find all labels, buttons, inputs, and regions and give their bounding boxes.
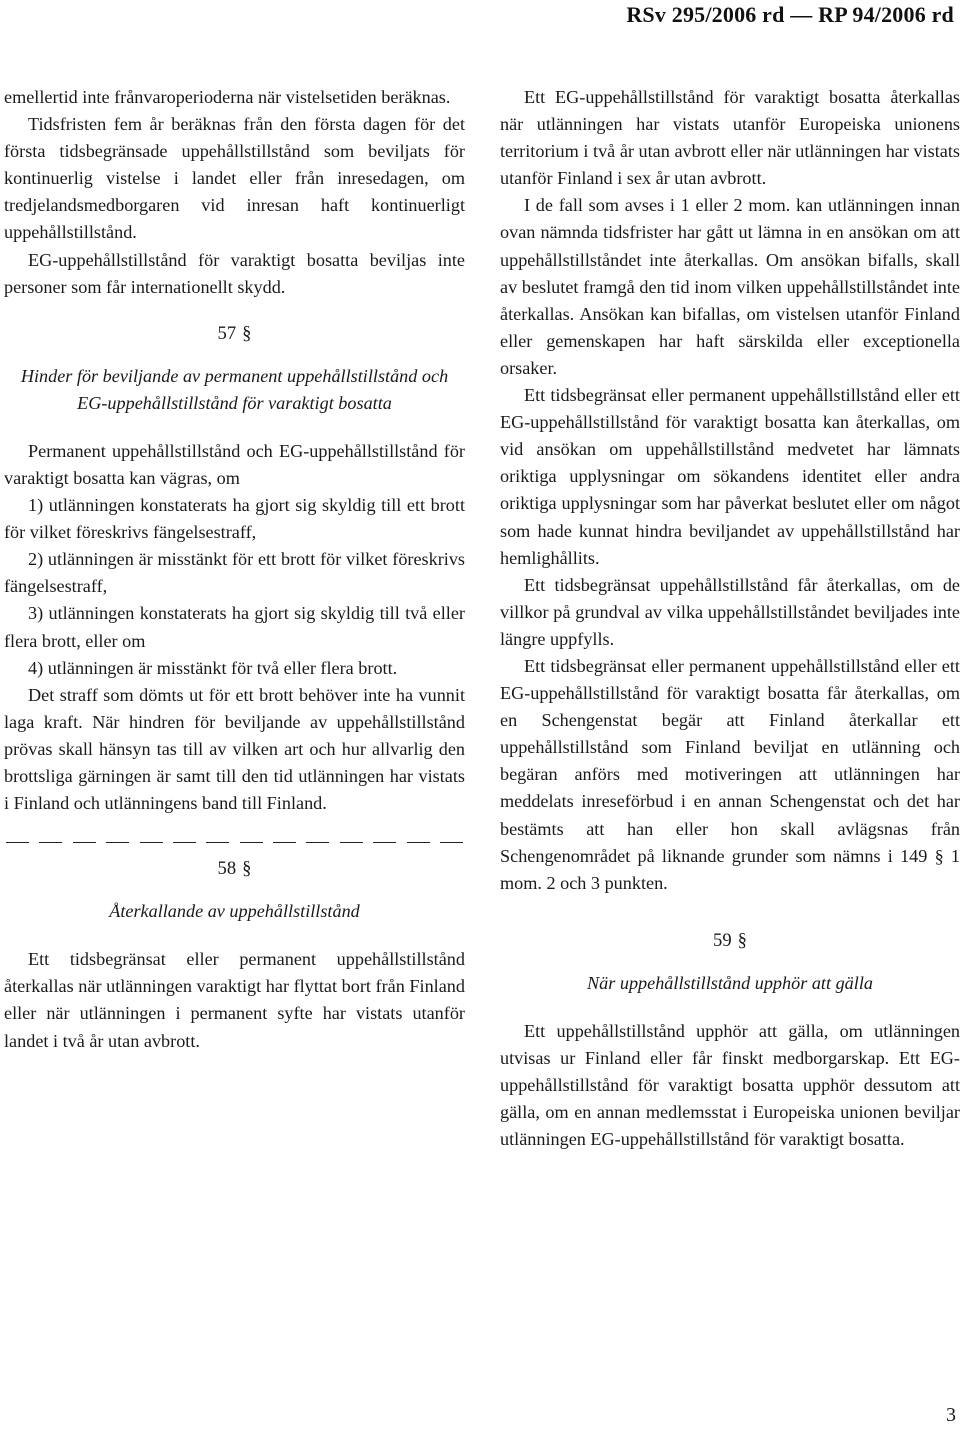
paragraph: Ett tidsbegränsat eller permanent uppehållstillstånd eller ett EG-uppehållstillstånd för varaktigt bosatta kan återkallas, om vid ansökan om uppehållstillstånd medvetet har lämnats oriktiga upplysningar om sökandens identitet eller andra oriktiga upplysningar som har påverkat beslutet eller om något som hade kunnat hindra beviljandet av uppehållstillstånd har hemlighållits.: [500, 385, 960, 568]
section-title-58: Återkallande av uppehållstillstånd: [109, 901, 360, 922]
page-header: RSv 295/2006 rd — RP 94/2006 rd: [626, 2, 954, 27]
section-heading-59: [500, 927, 960, 954]
paragraph: Ett uppehållstillstånd upphör att gälla, om utlänningen utvisas ur Finland eller får finskt medborgarskap. Ett EG-uppehållstillstånd för varaktigt bosatta upphör dessutom att gälla, om en annan medlemsstat i Europeiska unionen beviljar utlänningen EG-uppehållstillstånd för varaktigt bosatta.: [500, 1020, 960, 1150]
section-title-57: Hinder för beviljande av permanent uppehållstillstånd och EG-uppehållstillstånd för varaktigt bosatta: [20, 365, 449, 413]
page-number: 3: [946, 1404, 956, 1426]
paragraph: Tidsfristen fem år beräknas från den första dagen för det första tidsbegränsade uppehållstillstånd som beviljats för kontinuerlig vistelse i landet eller från inresedagen, om tredjelandsmedborgaren vid inresan haft kontinuerligt uppehållstillstånd.: [4, 114, 465, 243]
list-item: 2) utlänningen är misstänkt för ett brott för vilket föreskrivs fängelsestraff,: [4, 549, 465, 597]
paragraph: Ett tidsbegränsat eller permanent uppehållstillstånd återkallas när utlänningen varaktigt har flyttat bort från Finland eller när utlänningen i permanent syfte har vistats utanför landet i två år utan avbrott.: [4, 949, 465, 1051]
section-sign: §: [242, 322, 252, 344]
paragraph: Ett tidsbegränsat eller permanent uppehållstillstånd eller ett EG-uppehållstillstånd för varaktigt bosatta får återkallas, om en Schengenstat begär att Finland återkallar ett uppehållstillstånd som Finland beviljat en utlänning och begäran anförs med motiveringen att utlänningen har meddelats inreseförbud i en annan Schengenstat och det har bestämts att han eller hon skall avlägsnas från Schengenområdet på liknande grunder som nämns i 149 § 1 mom. 2 och 3 punkten.: [500, 655, 960, 893]
right-column: [500, 84, 960, 1153]
list-item: 1) utlänningen konstaterats ha gjort sig skyldig till ett brott för vilket föreskrivs fängelsestraff,: [4, 495, 465, 543]
paragraph: emellertid inte frånvaroperioderna när vistelsetiden beräknas.: [4, 87, 451, 107]
section-sign: §: [242, 858, 252, 880]
section-number: 58: [217, 858, 237, 880]
paragraph: Det straff som dömts ut för ett brott behöver inte ha vunnit laga kraft. När hindren för beviljande av uppehållstillstånd prövas skall hänsyn tas till av vilken art och hur allvarlig den brottsliga gärningen är samt till den tid utlänningen har vistats i Finland och utlänningens band till Finland.: [4, 684, 465, 814]
paragraph: I de fall som avses i 1 eller 2 mom. kan utlänningen innan ovan nämnda tidsfrister har gått ut lämna in en ansökan om att uppehållstillståndet inte återkallas. Om ansökan bifalls, skall av beslutet framgå den tid inom vilken uppehållstillståndet inte återkallas. Ansökan kan bifallas, om vistelsen utanför Finland eller gemenskapen har haft särskilda eller exceptionella orsaker.: [500, 195, 960, 378]
section-number: 57: [217, 322, 237, 344]
section-heading-57: [4, 320, 465, 347]
section-heading-58: [4, 855, 465, 882]
paragraph: Ett EG-uppehållstillstånd för varaktigt bosatta återkallas när utlänningen har vistats utanför Europeiska unionens territorium i två år utan avbrott eller när utlänningen har vistats utanför Finland i sex år utan avbrott.: [500, 87, 960, 189]
paragraph: EG-uppehållstillstånd för varaktigt bosatta beviljas inte personer som får internationellt skydd.: [4, 249, 465, 297]
paragraph: Permanent uppehållstillstånd och EG-uppehållstillstånd för varaktigt bosatta kan vägras, om: [4, 440, 465, 488]
omission-divider: [4, 829, 465, 843]
section-title-59: När uppehållstillstånd upphör att gälla: [587, 972, 873, 993]
section-number: 59: [713, 929, 732, 951]
left-column: [4, 84, 465, 1055]
list-item: 4) utlänningen är misstänkt för två eller flera brott.: [28, 657, 398, 678]
list-item: 3) utlänningen konstaterats ha gjort sig skyldig till två eller flera brott, eller om: [4, 603, 465, 651]
section-sign: §: [737, 929, 747, 951]
paragraph: Ett tidsbegränsat uppehållstillstånd får återkallas, om de villkor på grundval av vilka uppehållstillståndet beviljades inte längre uppfylls.: [500, 574, 960, 649]
